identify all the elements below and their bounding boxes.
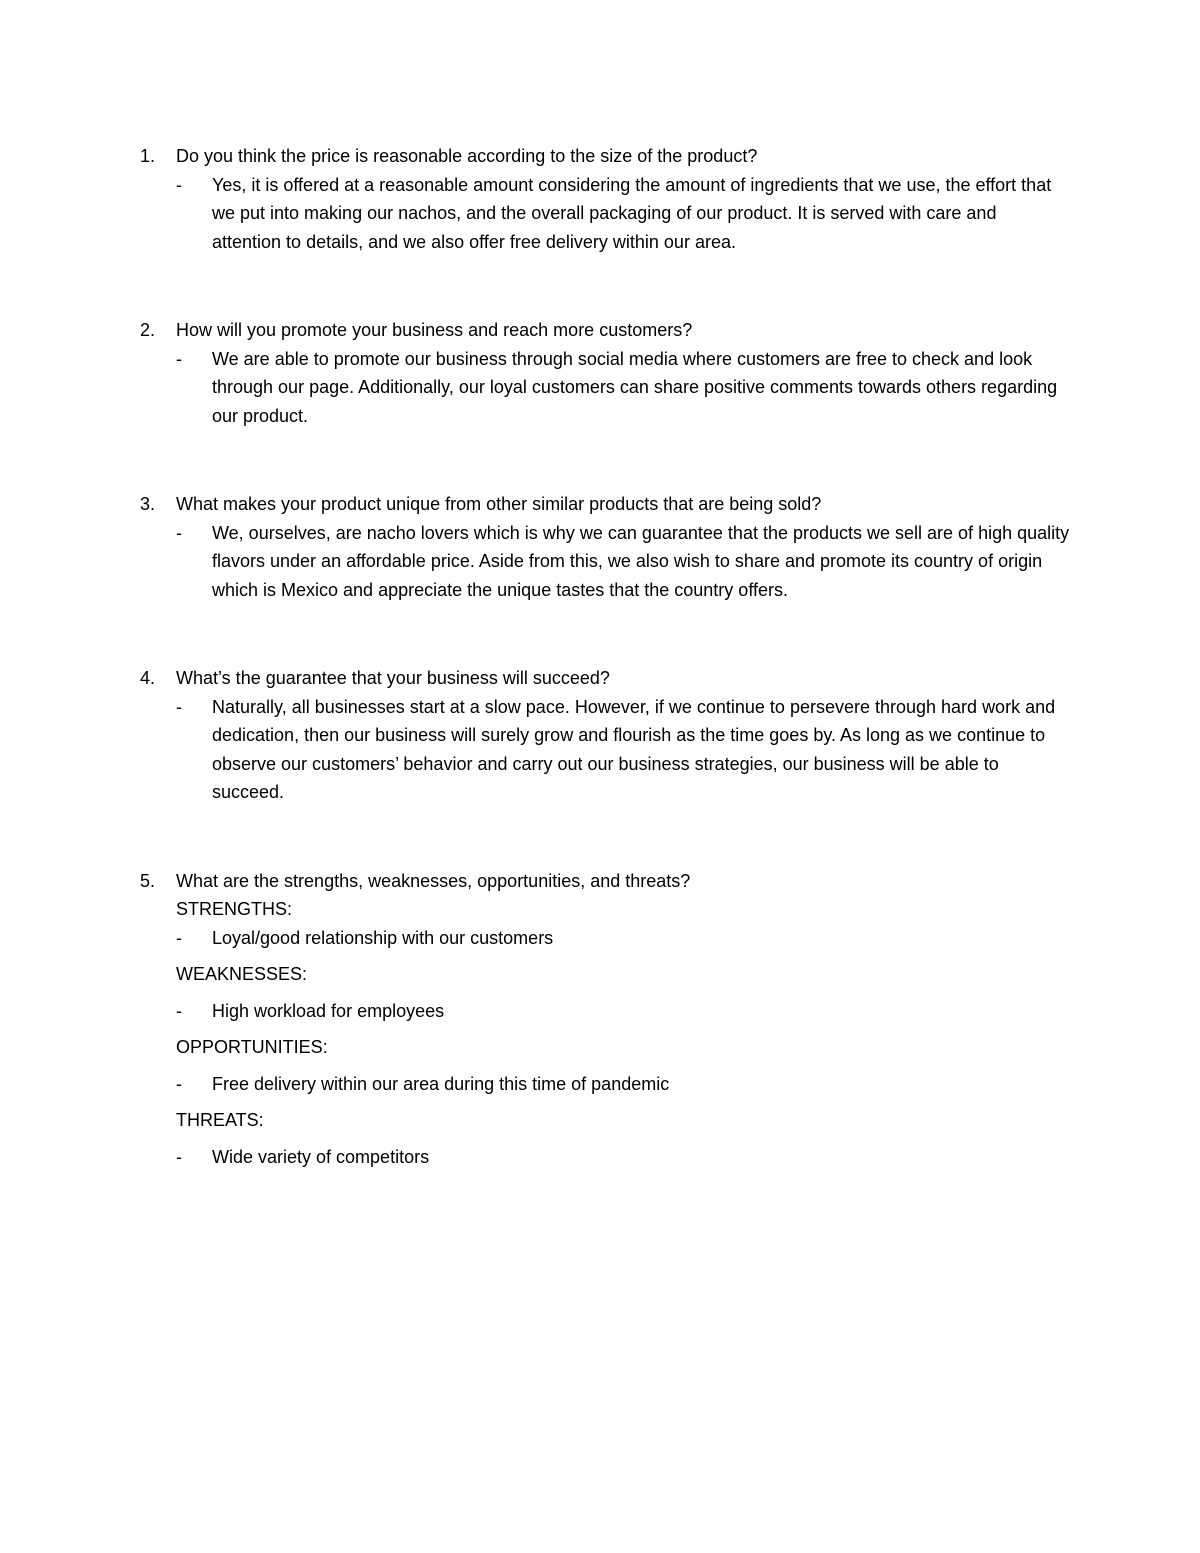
answer-text: High workload for employees (212, 1000, 445, 1021)
question-number: 5. (140, 870, 156, 891)
question-line (140, 142, 1070, 171)
swot-threats-label: THREATS: (176, 1110, 264, 1130)
answer-dash: - (176, 1073, 182, 1094)
question-text: How will you promote your business and reach more customers? (176, 320, 693, 340)
answer-line (140, 171, 1070, 257)
answer-dash: - (176, 174, 182, 195)
answer-line (140, 693, 1070, 807)
swot-threats-item (140, 1143, 1070, 1172)
answer-dash: - (176, 348, 182, 369)
question-line (140, 664, 1070, 693)
answer-text: Naturally, all businesses start at a slow pace. However, if we continue to persevere through hard work and dedication, then our business will surely grow and flourish as the time goes by. As long as we continue to observe our customers’ behavior and carry out our business strategies, our business will be able to succeed. (212, 696, 1056, 802)
answer-dash: - (176, 522, 182, 543)
swot-strengths-label: STRENGTHS: (176, 899, 293, 919)
question-block-5-swot (140, 867, 1070, 1172)
question-text: What are the strengths, weaknesses, opportunities, and threats? (176, 870, 691, 891)
answer-text: We, ourselves, are nacho lovers which is why we can guarantee that the products we sell are of high quality flavors under an affordable price. Aside from this, we also wish to share and promote its country of origin which is Mexico and appreciate the unique tastes that the country offers. (212, 522, 1070, 600)
answer-line (140, 519, 1070, 605)
answer-text: Yes, it is offered at a reasonable amount considering the amount of ingredients that we use, the effort that we put into making our nachos, and the overall packaging of our product. It is served with care and attention to details, and we also offer free delivery within our area. (212, 174, 1052, 252)
swot-weaknesses-item (140, 997, 1070, 1026)
question-number: 3. (140, 494, 156, 514)
question-number: 4. (140, 668, 156, 688)
answer-dash: - (176, 1146, 182, 1167)
question-block-2 (140, 316, 1070, 430)
swot-weaknesses-label: WEAKNESSES: (176, 964, 308, 984)
answer-dash: - (176, 927, 182, 948)
swot-opportunities-label: OPPORTUNITIES: (176, 1037, 328, 1057)
question-text: What’s the guarantee that your business will succeed? (176, 668, 610, 688)
question-block-4 (140, 664, 1070, 807)
question-line (140, 867, 1070, 896)
question-number: 1. (140, 146, 156, 166)
answer-dash: - (176, 696, 182, 717)
answer-text: Loyal/good relationship with our customers (212, 927, 554, 948)
question-line (140, 316, 1070, 345)
answer-text: Free delivery within our area during this time of pandemic (212, 1073, 670, 1094)
answer-text: Wide variety of competitors (212, 1146, 430, 1167)
question-block-1 (140, 142, 1070, 256)
swot-strengths-item (140, 924, 1070, 953)
answer-dash: - (176, 1000, 182, 1021)
answer-line (140, 345, 1070, 431)
swot-opportunities-item (140, 1070, 1070, 1099)
document-body (140, 142, 1070, 1179)
question-text: What makes your product unique from other similar products that are being sold? (176, 494, 822, 514)
question-block-3 (140, 490, 1070, 604)
question-text: Do you think the price is reasonable according to the size of the product? (176, 146, 758, 166)
answer-text: We are able to promote our business through social media where customers are free to check and look through our page. Additionally, our loyal customers can share positive comments towards others regarding our product. (212, 348, 1058, 426)
question-number: 2. (140, 320, 156, 340)
question-line (140, 490, 1070, 519)
